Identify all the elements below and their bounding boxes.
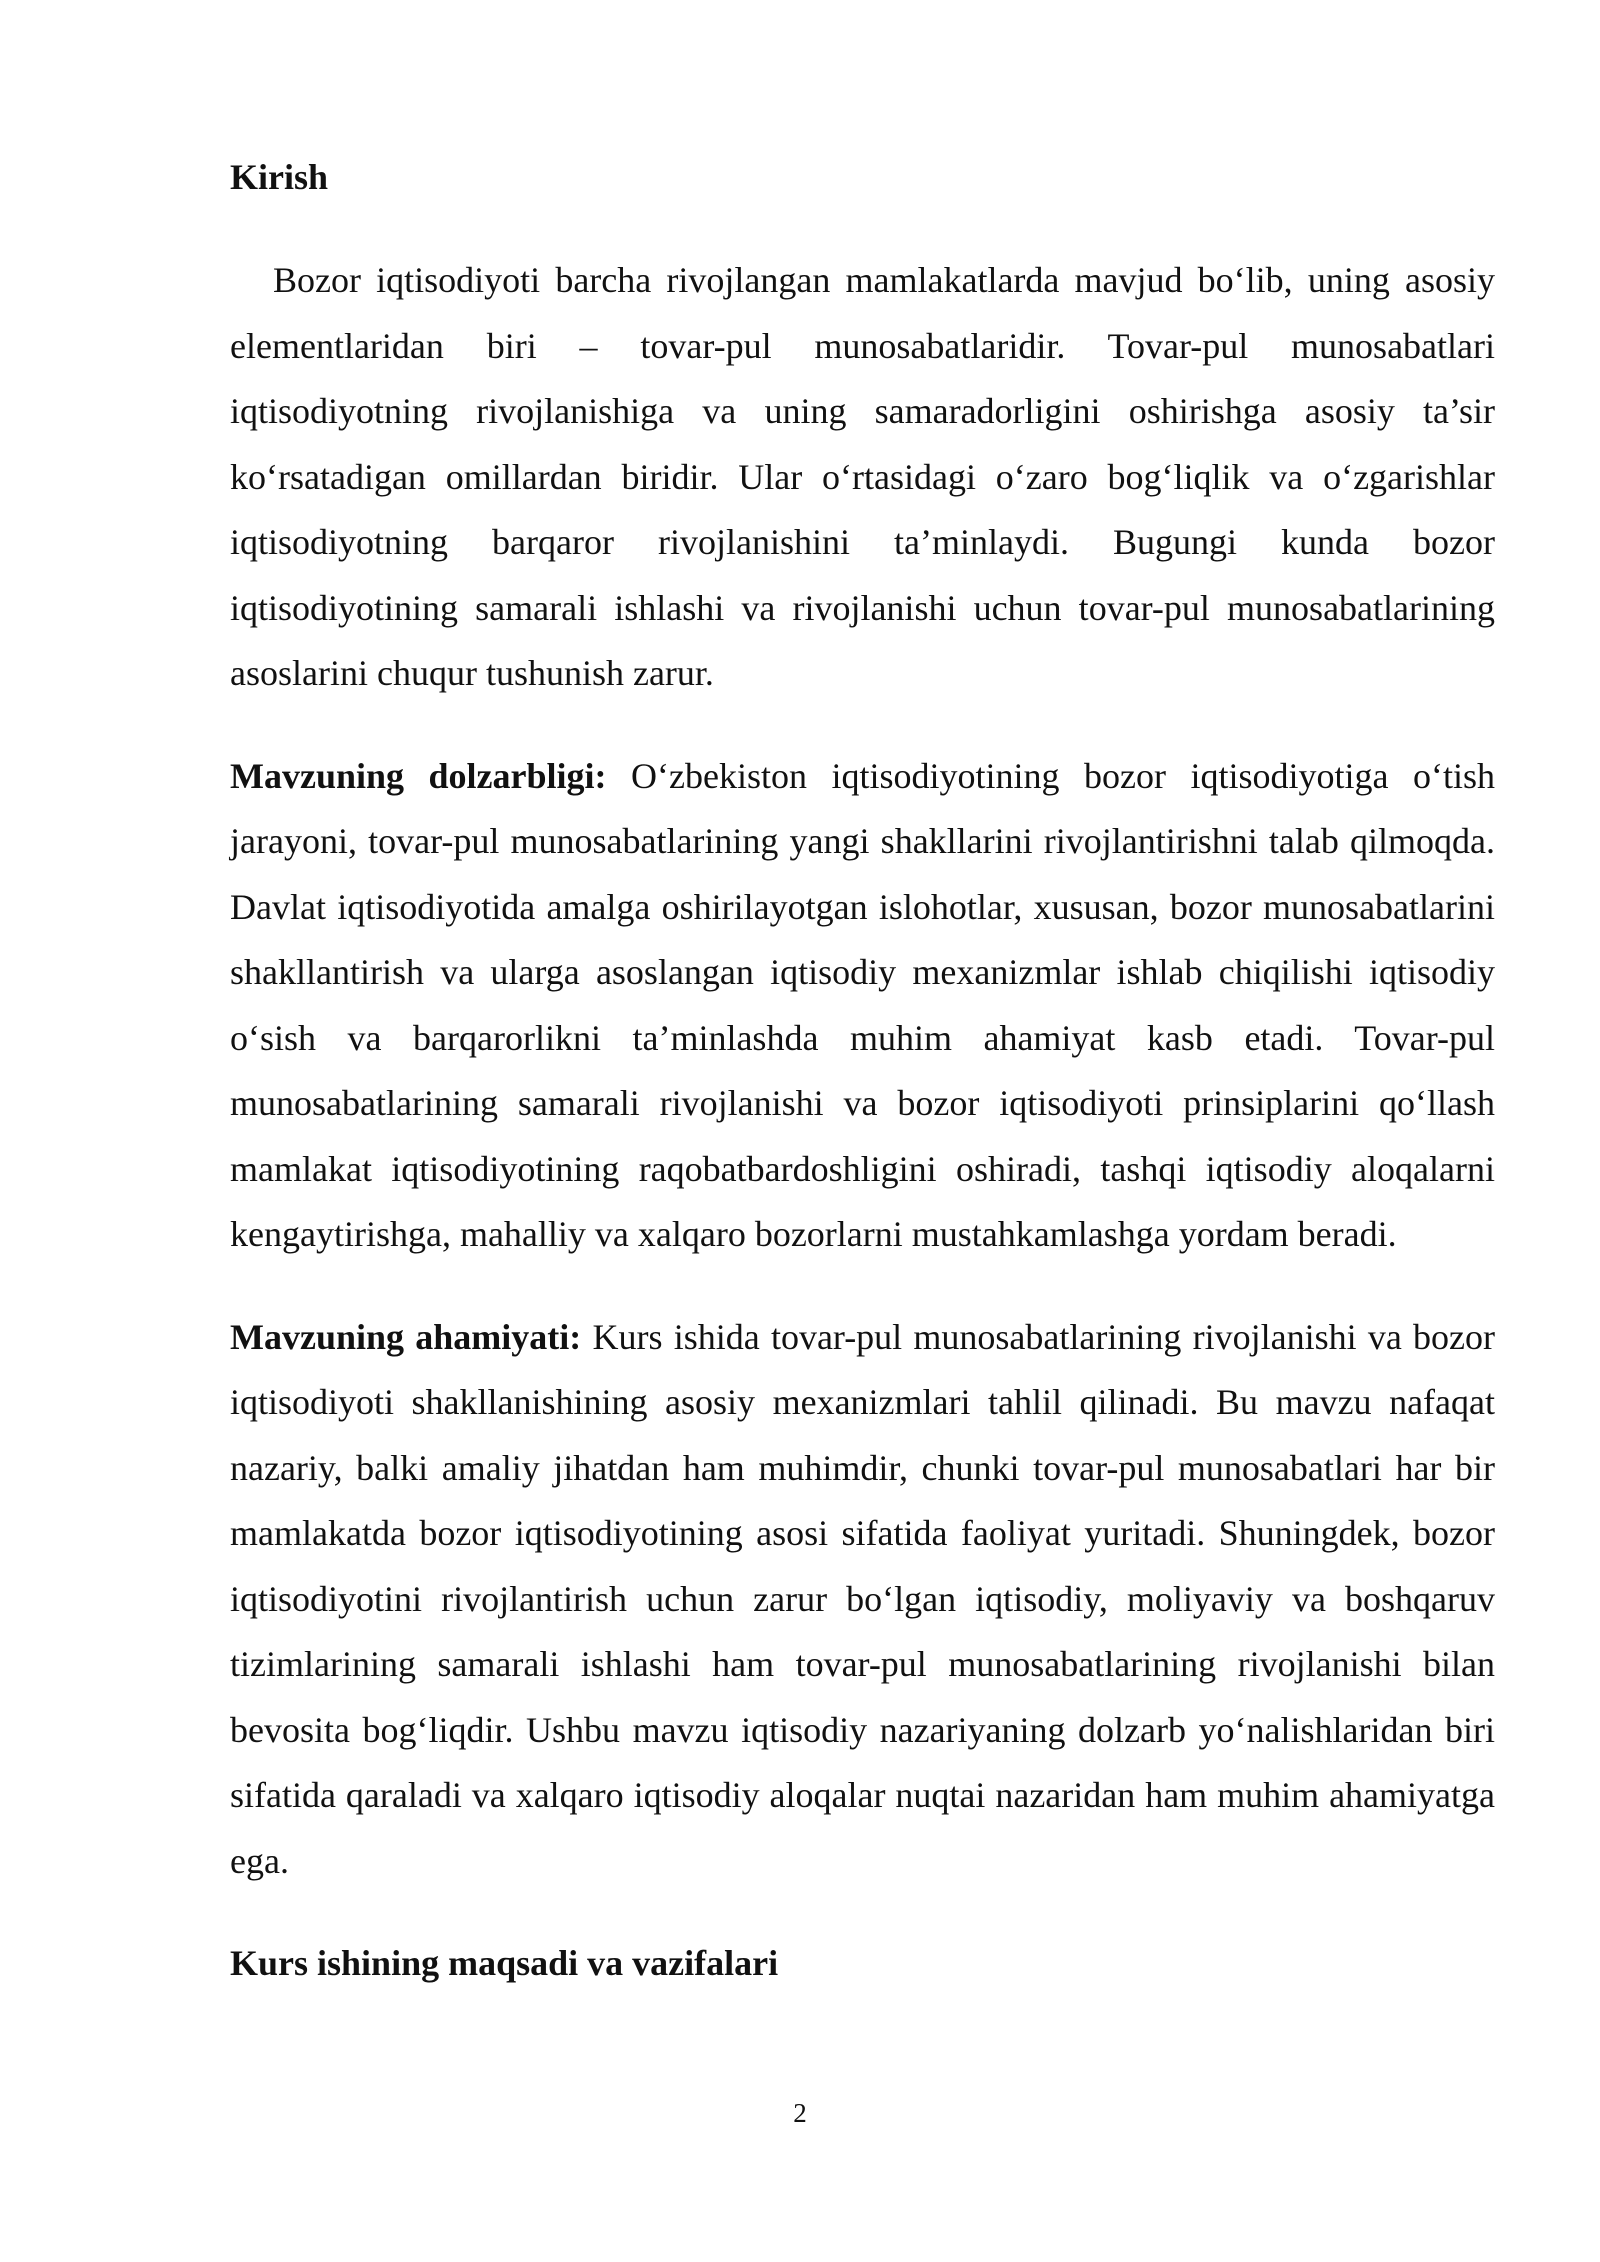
relevance-text: O‘zbekiston iqtisodiyotining bozor iqtisodiyotiga o‘tish jarayoni, tovar-pul munosabatlarining yangi shakllarini rivojlantirishni talab qilmoqda. Davlat iqtisodiyotida amalga oshirilayotgan islohotlar, xususan, bozor munosabatlarini shakllantirish va ularga asoslangan iqtisodiy mexanizmlar ishlab chiqilishi iqtisodiy o‘sish va barqarorlikni ta’minlashda muhim ahamiyat kasb etadi. Tovar-pul munosabatlarining samarali rivojlanishi va bozor iqtisodiyoti prinsiplarini qo‘llash mamlakat iqtisodiyotining raqobatbardoshligini oshiradi, tashqi iqtisodiy aloqalarni kengaytirishga, mahalliy va xalqaro bozorlarni mustahkamlashga yordam beradi. xyxy=(230,755,1495,1254)
relevance-paragraph xyxy=(230,744,1495,1268)
page-number: 2 xyxy=(793,2098,807,2128)
section-heading-maqsad: Kurs ishining maqsadi va vazifalari xyxy=(230,1943,779,1983)
section-heading-kirish: Kirish xyxy=(230,157,329,197)
document-page xyxy=(230,145,1495,1996)
importance-paragraph xyxy=(230,1305,1495,1895)
importance-text: Kurs ishida tovar-pul munosabatlarining rivojlanishi va bozor iqtisodiyoti shakllanishining asosiy mexanizmlari tahlil qilinadi. Bu mavzu nafaqat nazariy, balki amaliy jihatdan ham muhimdir, chunki tovar-pul munosabatlari har bir mamlakatda bozor iqtisodiyotining asosi sifatida faoliyat yuritadi. Shuningdek, bozor iqtisodiyotini rivojlantirish uchun zarur bo‘lgan iqtisodiy, moliyaviy va boshqaruv tizimlarining samarali ishlashi ham tovar-pul munosabatlarining rivojlanishi bilan bevosita bog‘liqdir. Ushbu mavzu iqtisodiy nazariyaning dolzarb yo‘nalishlaridan biri sifatida qaraladi va xalqaro iqtisodiy aloqalar nuqtai nazaridan ham muhim ahamiyatga ega. xyxy=(230,1316,1495,1881)
importance-label: Mavzuning ahamiyati: xyxy=(230,1316,582,1357)
intro-paragraph: Bozor iqtisodiyoti barcha rivojlangan mamlakatlarda mavjud bo‘lib, uning asosiy elementlaridan biri – tovar-pul munosabatlaridir. Tovar-pul munosabatlari iqtisodiyotning rivojlanishiga va uning samaradorligini oshirishga asosiy ta’sir ko‘rsatadigan omillardan biridir. Ular o‘rtasidagi o‘zaro bog‘liqlik va o‘zgarishlar iqtisodiyotning barqaror rivojlanishini ta’minlaydi. Bugungi kunda bozor iqtisodiyotining samarali ishlashi va rivojlanishi uchun tovar-pul munosabatlarining asoslarini chuqur tushunish zarur. xyxy=(230,260,1495,693)
relevance-label: Mavzuning dolzarbligi: xyxy=(230,755,607,796)
